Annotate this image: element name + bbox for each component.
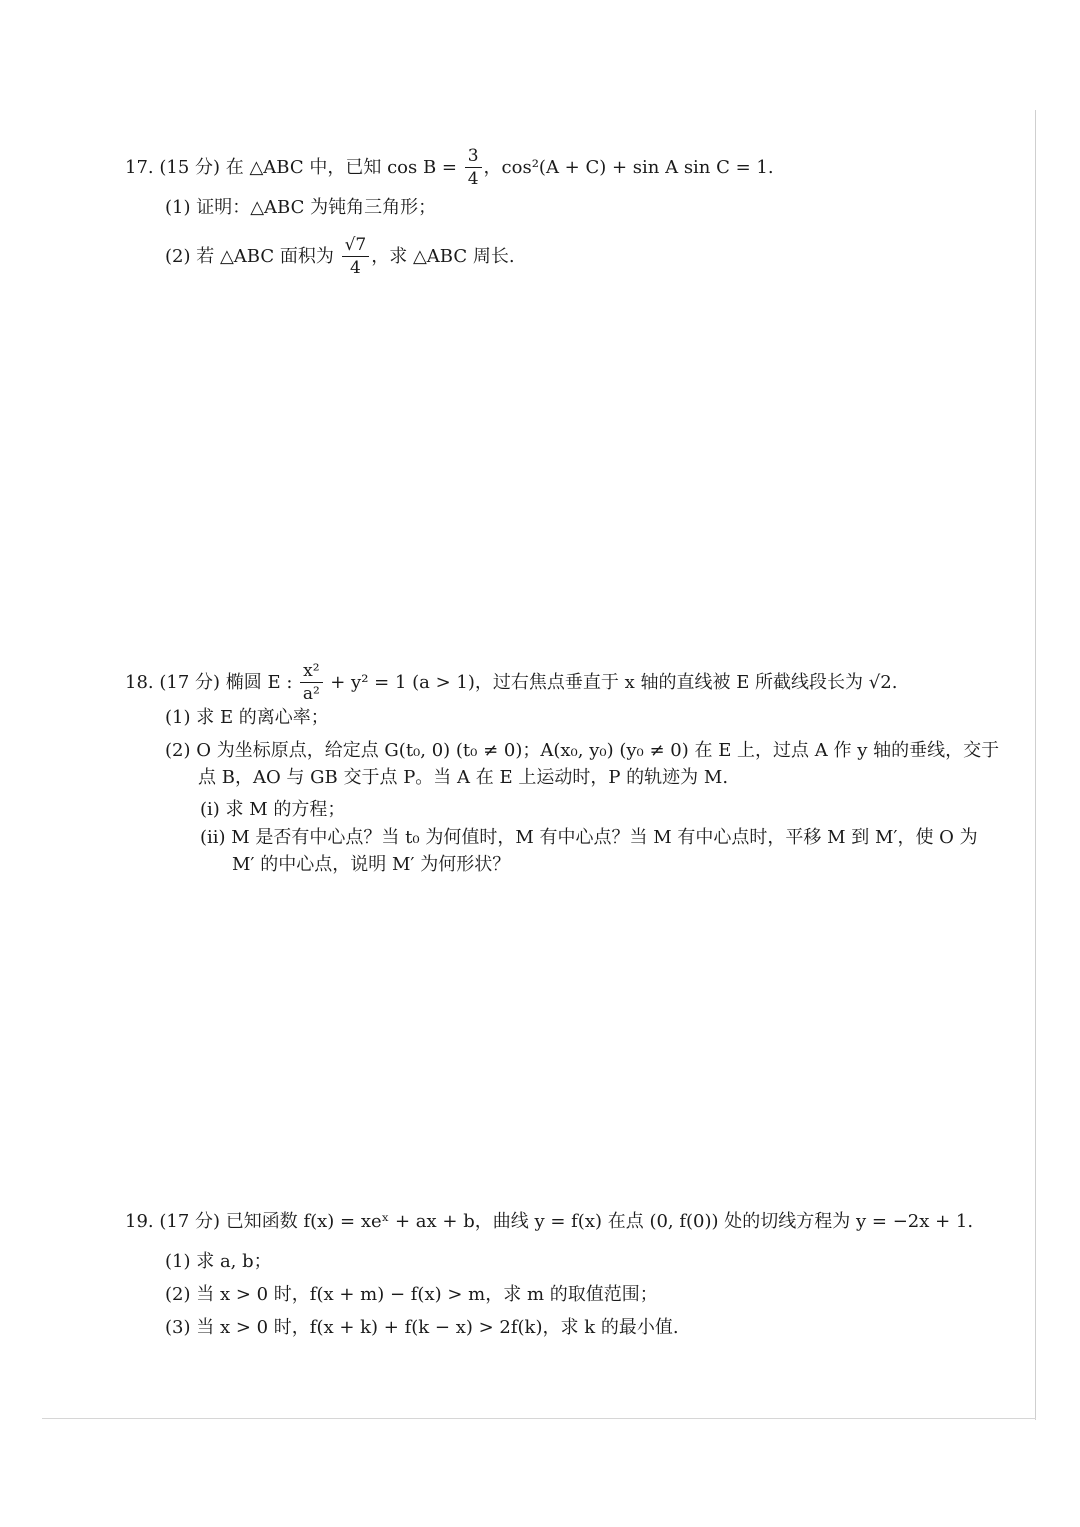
q18-stem bbox=[125, 663, 897, 703]
q19-part1: (1) 求 a, b； bbox=[165, 1251, 272, 1272]
q18-fraction bbox=[300, 663, 322, 703]
q17-part2 bbox=[165, 237, 515, 277]
q17-fraction-denominator: 4 bbox=[467, 169, 479, 189]
page-border-right bbox=[1035, 110, 1036, 1420]
page-border-bottom bbox=[42, 1418, 1036, 1419]
q18-fraction-denominator: a² bbox=[302, 684, 320, 704]
q18-part2-ii-line1: (ii) M 是否有中心点？当 t₀ 为何值时，M 有中心点？当 M 有中心点时，平移 M 到 M′，使 O 为 bbox=[200, 827, 978, 848]
q17-fraction-numerator: 3 bbox=[465, 148, 482, 168]
q17-part2-head: (2) 若 △ABC 面积为 bbox=[165, 246, 340, 267]
q17-fraction bbox=[465, 148, 482, 188]
q18-part2-line1: (2) O 为坐标原点，给定点 G(t₀, 0) (t₀ ≠ 0)；A(x₀, y₀) (y₀ ≠ 0) 在 E 上，过点 A 作 y 轴的垂线，交于 bbox=[165, 740, 1000, 761]
q19-part2: (2) 当 x > 0 时，f(x + m) − f(x) > m，求 m 的取值范围； bbox=[165, 1284, 658, 1305]
q18-part1: (1) 求 E 的离心率； bbox=[165, 707, 329, 728]
q17-stem bbox=[125, 148, 774, 188]
q17-stem-tail: ，cos²(A + C) + sin A sin C = 1. bbox=[483, 157, 774, 178]
q18-stem-tail: + y² = 1 (a > 1)，过右焦点垂直于 x 轴的直线被 E 所截线段长为 √2. bbox=[324, 672, 898, 693]
q18-part2-i: (i) 求 M 的方程； bbox=[200, 799, 346, 820]
q18-stem-head: 18. (17 分) 椭圆 E : bbox=[125, 672, 299, 693]
q18-part2-line2: 点 B，AO 与 GB 交于点 P。当 A 在 E 上运动时，P 的轨迹为 M. bbox=[198, 767, 729, 788]
q17-stem-head: 17. (15 分) 在 △ABC 中，已知 cos B = bbox=[125, 157, 463, 178]
q18-fraction-numerator: x² bbox=[300, 663, 322, 683]
q17-part2-denominator: 4 bbox=[349, 258, 361, 278]
q19-stem: 19. (17 分) 已知函数 f(x) = xeˣ + ax + b，曲线 y = f(x) 在点 (0, f(0)) 处的切线方程为 y = −2x + 1. bbox=[125, 1211, 974, 1232]
q17-part2-numerator: √7 bbox=[342, 237, 370, 257]
q17-part1: (1) 证明：△ABC 为钝角三角形； bbox=[165, 197, 437, 218]
q17-part2-fraction bbox=[342, 237, 370, 277]
q19-part3: (3) 当 x > 0 时，f(x + k) + f(k − x) > 2f(k)，求 k 的最小值. bbox=[165, 1317, 679, 1338]
q18-part2-ii-line2: M′ 的中心点，说明 M′ 为何形状？ bbox=[232, 854, 511, 875]
q17-part2-tail: ，求 △ABC 周长. bbox=[371, 246, 515, 267]
